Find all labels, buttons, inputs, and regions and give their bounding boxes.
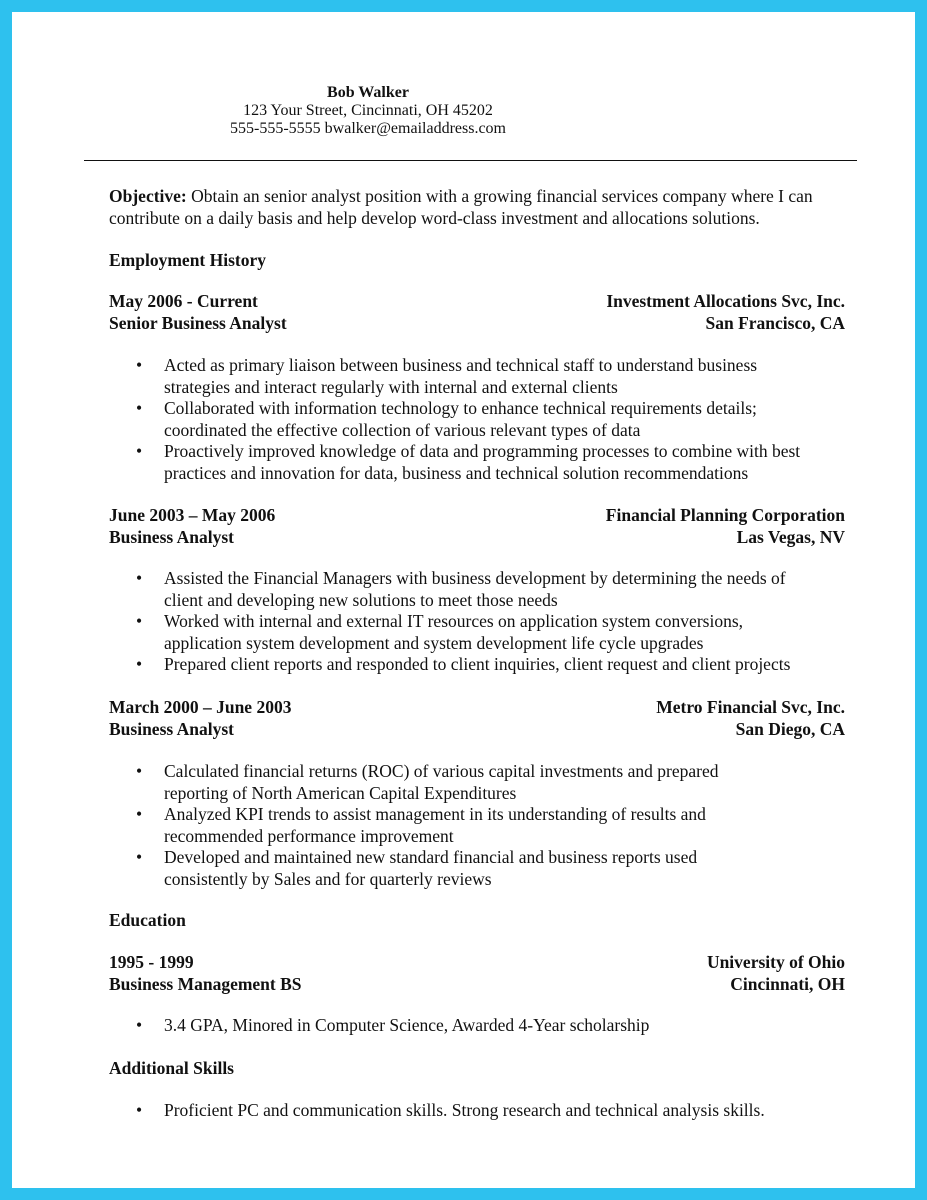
job-location: San Diego, CA: [735, 718, 845, 739]
list-item: • Calculated financial returns (ROC) of various capital investments and prepared reporting of North American Capital Expenditures: [136, 761, 719, 803]
list-item: • Worked with internal and external IT resources on application system conversions, application system development and system development life cycle upgrades: [136, 611, 744, 653]
job-bullets: [109, 761, 729, 890]
bullet-icon: •: [136, 568, 143, 588]
job-bullets: [109, 568, 824, 676]
job-entry: [109, 697, 845, 740]
objective-text: Obtain an senior analyst position with a growing financial services company where I can contribute on a daily basis and help develop word-class investment and allocations solutions.: [109, 186, 813, 228]
job-entry: [109, 291, 845, 334]
bullet-icon: •: [136, 1100, 143, 1120]
list-item: • Proficient PC and communication skills. Strong research and technical analysis skills.: [136, 1100, 765, 1120]
objective-section: [109, 186, 845, 229]
bullet-icon: •: [136, 611, 143, 631]
job-entry: [109, 505, 845, 548]
list-item: • Collaborated with information technology to enhance technical requirements details; coordinated the effective collection of various relevant types of data: [136, 398, 757, 440]
list-item: • 3.4 GPA, Minored in Computer Science, Awarded 4-Year scholarship: [136, 1015, 650, 1035]
education-degree: Business Management BS: [109, 973, 302, 994]
skills-bullets: [109, 1100, 845, 1122]
candidate-contact: 555-555-5555 bwalker@emailaddress.com: [230, 120, 506, 137]
bullet-icon: •: [136, 1015, 143, 1035]
education-school: University of Ohio: [706, 952, 845, 972]
skills-heading: Additional Skills: [109, 1058, 234, 1078]
job-title: Senior Business Analyst: [109, 312, 287, 333]
job-title: Business Analyst: [109, 526, 234, 547]
bullet-icon: •: [136, 847, 143, 867]
list-item: • Analyzed KPI trends to assist management in its understanding of results and recommended performance improvement: [136, 804, 706, 846]
job-location: San Francisco, CA: [705, 312, 845, 333]
job-title: Business Analyst: [109, 718, 234, 739]
resume-header: [0, 84, 762, 138]
bullet-icon: •: [136, 804, 143, 824]
list-item: • Assisted the Financial Managers with business development by determining the needs of client and developing new solutions to meet those needs: [136, 568, 786, 610]
education-entry: [109, 952, 845, 995]
candidate-address: 123 Your Street, Cincinnati, OH 45202: [243, 102, 493, 119]
bullet-icon: •: [136, 398, 143, 418]
bullet-icon: •: [136, 355, 143, 375]
bullet-icon: •: [136, 654, 143, 674]
employment-heading: Employment History: [109, 250, 267, 270]
job-company: Investment Allocations Svc, Inc.: [606, 291, 845, 311]
candidate-name: Bob Walker: [327, 84, 409, 101]
job-dates: March 2000 – June 2003: [109, 697, 292, 717]
list-item: • Prepared client reports and responded to client inquiries, client request and client projects: [136, 654, 791, 674]
job-company: Metro Financial Svc, Inc.: [656, 697, 845, 717]
bullet-icon: •: [136, 441, 143, 461]
list-item: • Developed and maintained new standard financial and business reports used consistently by Sales and for quarterly reviews: [136, 847, 698, 889]
job-bullets: [109, 355, 809, 484]
education-location: Cincinnati, OH: [730, 973, 845, 994]
education-heading: Education: [109, 910, 186, 930]
objective-label: Objective:: [109, 186, 187, 206]
list-item: • Acted as primary liaison between business and technical staff to understand business strategies and interact regularly with internal and external clients: [136, 355, 758, 397]
job-dates: June 2003 – May 2006: [109, 505, 276, 525]
list-item: • Proactively improved knowledge of data and programming processes to combine with best practices and innovation for data, business and technical solution recommendations: [136, 441, 801, 483]
header-divider: [84, 160, 857, 161]
education-dates: 1995 - 1999: [109, 952, 194, 972]
education-bullets: [109, 1015, 845, 1037]
bullet-icon: •: [136, 761, 143, 781]
job-dates: May 2006 - Current: [109, 291, 258, 311]
job-location: Las Vegas, NV: [736, 526, 845, 547]
job-company: Financial Planning Corporation: [605, 505, 845, 525]
